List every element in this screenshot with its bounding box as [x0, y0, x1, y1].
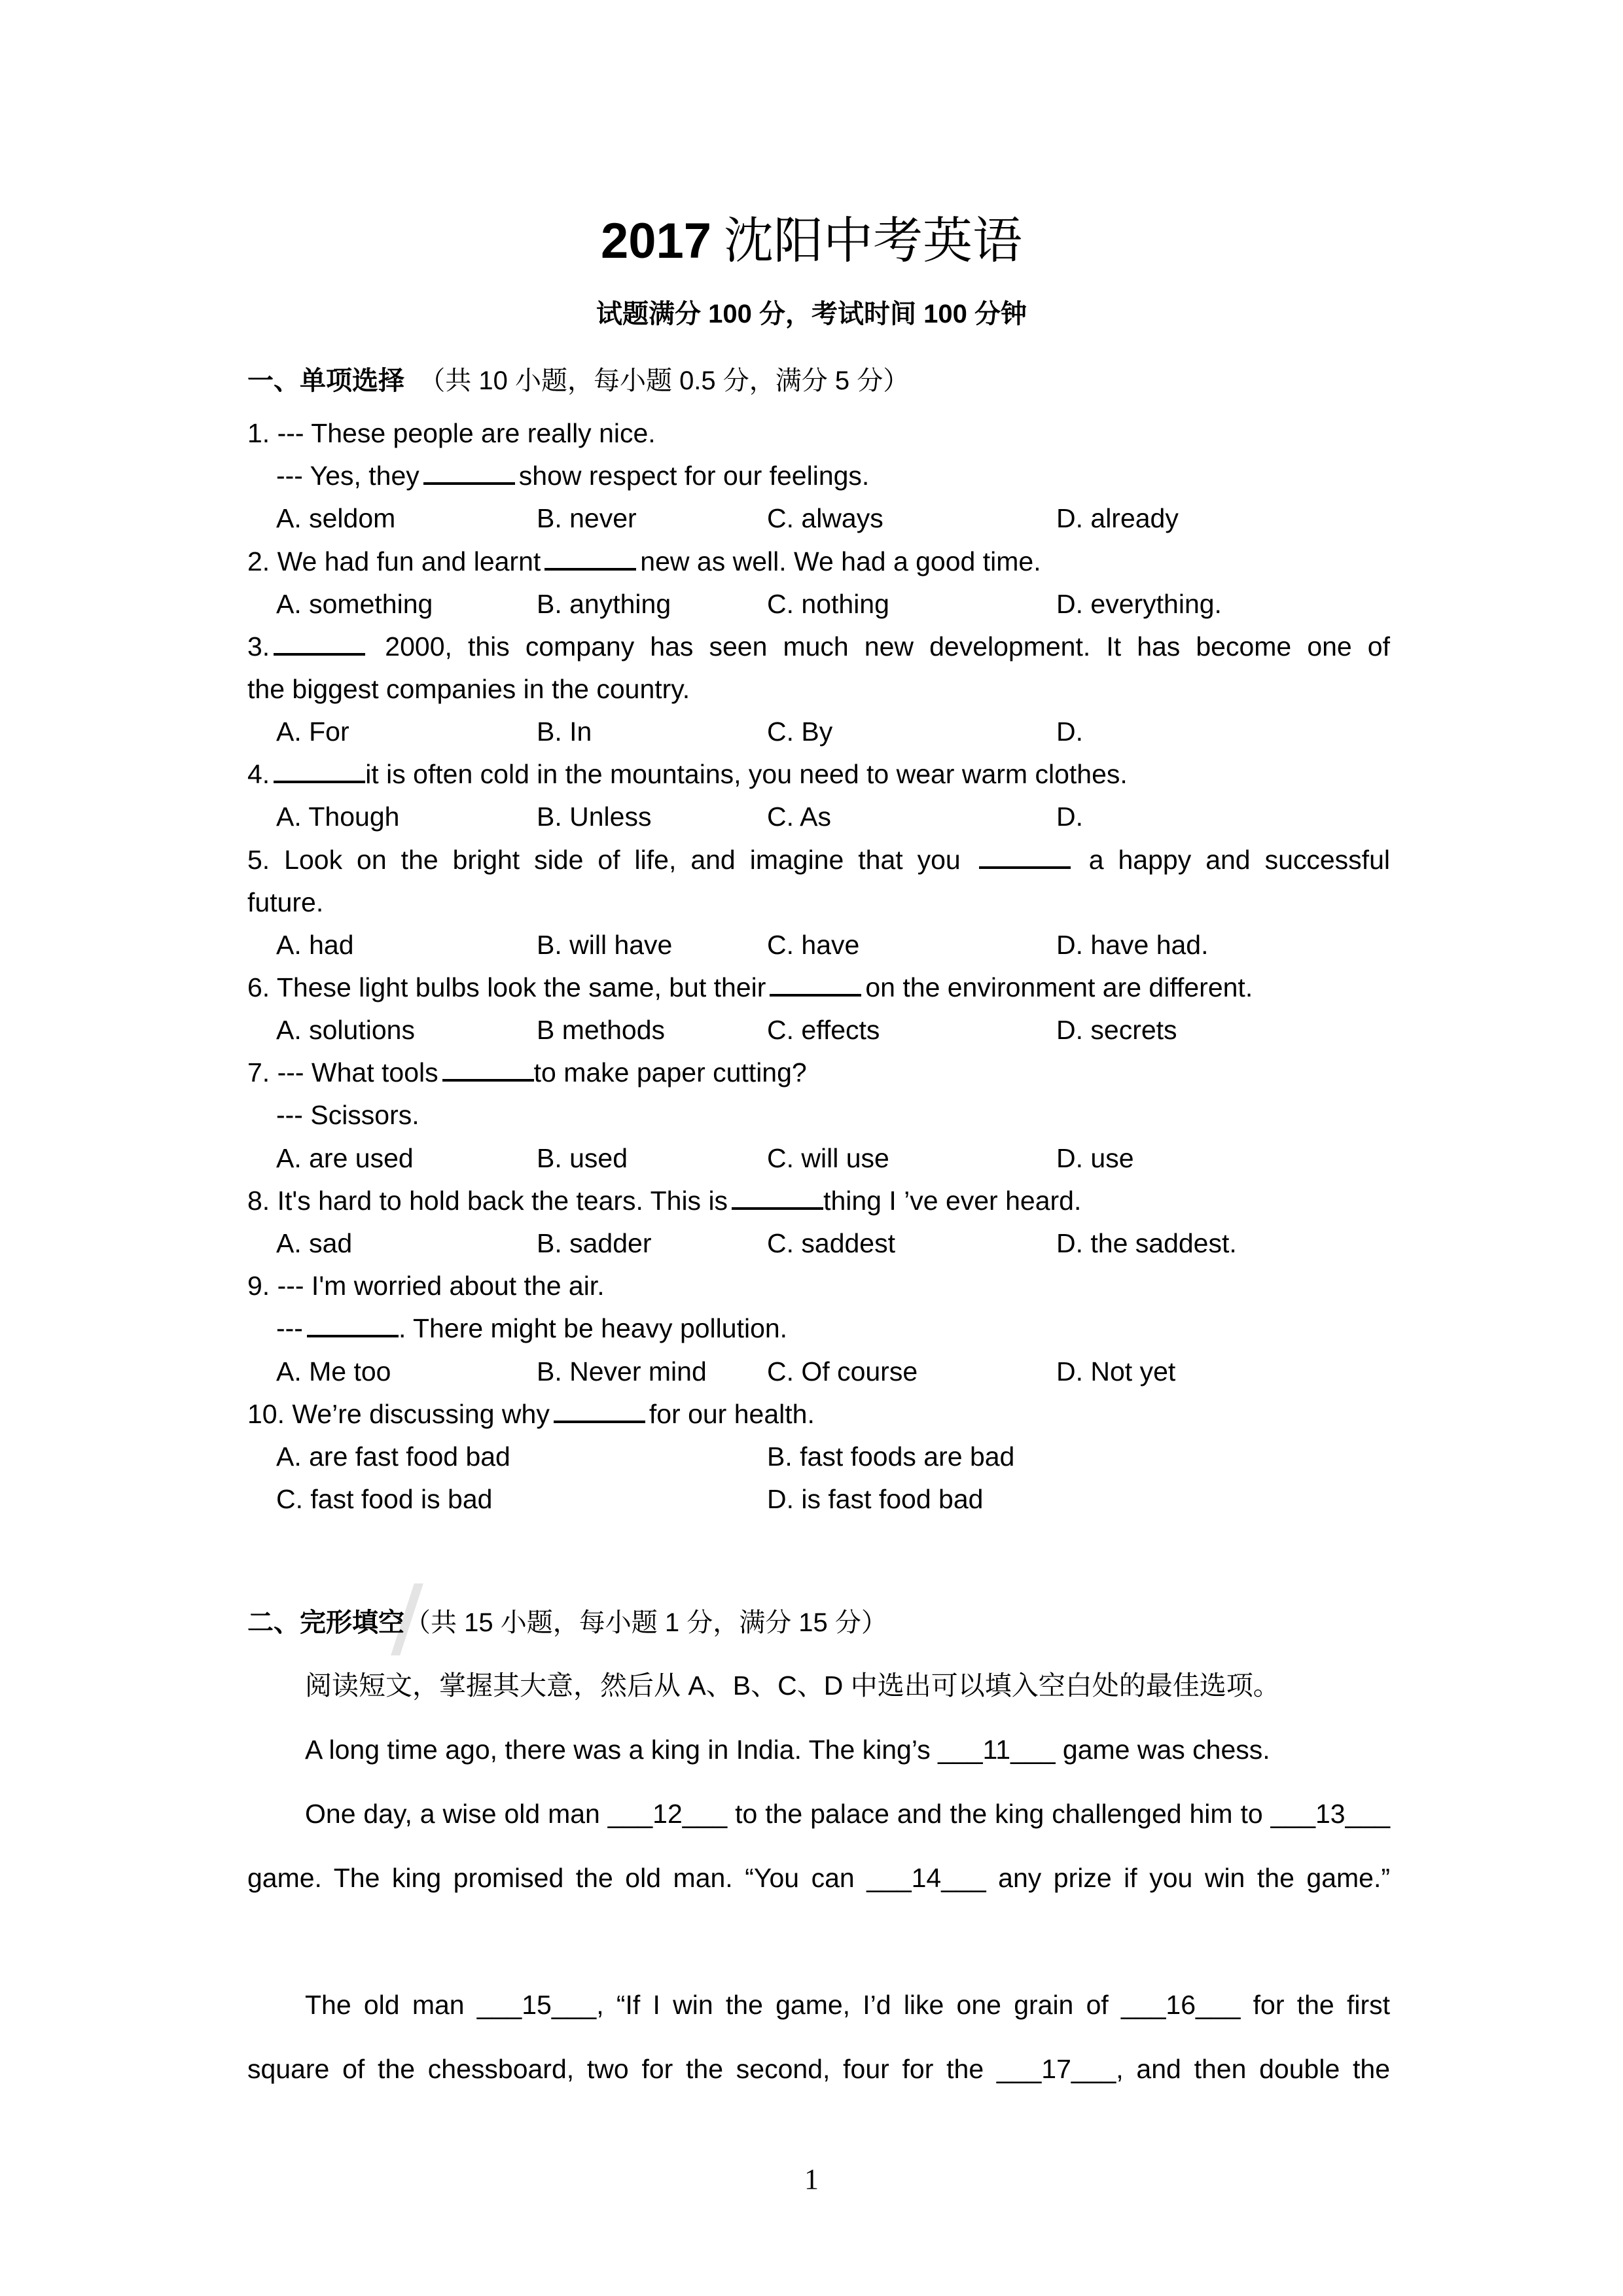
question-1-line-1: 1. --- These people are really nice. — [247, 418, 656, 448]
section2-heading — [247, 1604, 887, 1641]
blank-17: ___17___ — [996, 2054, 1116, 2084]
question-5-line-1 — [247, 841, 1390, 878]
section1-heading — [247, 362, 909, 399]
q10-text-b: for our health. — [649, 1399, 815, 1429]
q9-option-a: A. Me too — [276, 1356, 391, 1386]
answer-blank — [554, 1396, 645, 1423]
title-year: 2017 — [600, 213, 712, 269]
passage-paragraph-3 — [247, 1973, 1390, 2101]
q2-text-a: 2. We had fun and learnt — [247, 546, 541, 576]
q5-option-d: D. have had. — [1056, 930, 1209, 960]
question-9-line-1: 9. --- I'm worried about the air. — [247, 1271, 605, 1301]
question-10-line-1 — [247, 1396, 1390, 1432]
q3-option-d: D. — [1056, 716, 1083, 747]
q10-option-b: B. fast foods are bad — [767, 1441, 1015, 1472]
p1-text: A long time ago, there was a king in India. The king’s — [305, 1735, 938, 1765]
q1-option-b: B. never — [537, 503, 637, 533]
q8-option-a: A. sad — [276, 1228, 353, 1258]
q4-number: 4. — [247, 759, 270, 789]
q3-number: 3. — [247, 631, 270, 662]
blank-13: ___13___ — [1270, 1799, 1391, 1829]
q1-option-c: C. always — [767, 503, 883, 533]
q6-option-c: C. effects — [767, 1015, 880, 1045]
blank-12: ___12___ — [607, 1799, 728, 1829]
question-7-line-1 — [247, 1054, 1390, 1091]
p1-text: game was chess. — [1055, 1735, 1270, 1765]
p2-text: One day, a wise old man — [305, 1799, 608, 1829]
section1-label: 一、单项选择 — [247, 366, 404, 395]
answer-blank — [274, 756, 365, 783]
q4-option-d: D. — [1056, 802, 1083, 832]
q8-text-a: 8. It's hard to hold back the tears. This is — [247, 1186, 728, 1216]
q3-option-c: C. By — [767, 716, 833, 747]
page-number: 1 — [804, 2163, 819, 2195]
q7-text-b: to make paper cutting? — [533, 1057, 807, 1087]
q6-option-b: B methods — [537, 1015, 665, 1045]
answer-blank — [423, 457, 515, 485]
answer-blank — [442, 1054, 534, 1082]
page-title — [0, 208, 1623, 274]
q2-option-a: A. something — [276, 589, 433, 619]
q7-option-d: D. use — [1056, 1143, 1134, 1173]
blank-14: ___14___ — [866, 1863, 986, 1893]
q9-dash: --- — [276, 1313, 303, 1343]
q7-option-b: B. used — [537, 1143, 628, 1173]
q8-option-d: D. the saddest. — [1056, 1228, 1237, 1258]
p2-text: any prize if you win the game.” — [986, 1863, 1390, 1893]
q8-option-c: C. saddest — [767, 1228, 895, 1258]
q5-option-a: A. had — [276, 930, 354, 960]
q3-option-b: B. In — [537, 716, 592, 747]
answer-blank — [979, 841, 1071, 869]
question-4-line-1 — [247, 756, 1390, 792]
q2-text-b: new as well. We had a good time. — [640, 546, 1041, 576]
q2-option-c: C. nothing — [767, 589, 889, 619]
passage-paragraph-2 — [247, 1782, 1390, 1910]
question-6-line-1 — [247, 969, 1390, 1006]
q7-option-c: C. will use — [767, 1143, 889, 1173]
section1-note: （共 10 小题，每小题 0.5 分，满分 5 分） — [419, 366, 910, 395]
q9-option-d: D. Not yet — [1056, 1356, 1176, 1386]
question-5-line-2: future. — [247, 887, 324, 917]
q7-text-a: 7. --- What tools — [247, 1057, 438, 1087]
p2-text: to the palace and the king challenged him to — [727, 1799, 1271, 1829]
q10-text-a: 10. We’re discussing why — [247, 1399, 550, 1429]
q10-option-c: C. fast food is bad — [276, 1484, 493, 1514]
q8-text-b: thing I ’ve ever heard. — [823, 1186, 1082, 1216]
answer-blank — [544, 543, 636, 571]
q4-option-a: A. Though — [276, 802, 400, 832]
title-text: 沈阳中考英语 — [724, 211, 1023, 270]
q6-option-a: A. solutions — [276, 1015, 415, 1045]
answer-blank — [732, 1182, 823, 1210]
q10-option-d: D. is fast food bad — [767, 1484, 984, 1514]
p2-text: game. The king promised the old man. “You can — [247, 1863, 867, 1893]
answer-blank — [770, 969, 861, 997]
section2-instruction: 阅读短文，掌握其大意，然后从 A、B、C、D 中选出可以填入空白处的最佳选项。 — [305, 1670, 1280, 1701]
p3-text: , and then double the — [1116, 2054, 1390, 2084]
q6-option-d: D. secrets — [1056, 1015, 1177, 1045]
q1-option-a: A. seldom — [276, 503, 396, 533]
q6-text-b: on the environment are different. — [865, 972, 1253, 1002]
q1-text-b: show respect for our feelings. — [518, 461, 870, 491]
q1-option-d: D. already — [1056, 503, 1179, 533]
question-9-line-2 — [276, 1310, 1390, 1347]
section2-note: （共 15 小题，每小题 1 分，满分 15 分） — [404, 1608, 887, 1637]
question-3-line-2: the biggest companies in the country. — [247, 674, 690, 704]
q2-option-b: B. anything — [537, 589, 671, 619]
p3-text: The old man — [305, 1990, 477, 2020]
p3-text: , “If I win the game, I’d like one grain of — [596, 1990, 1122, 2020]
q2-option-d: D. everything. — [1056, 589, 1222, 619]
q8-option-b: B. sadder — [537, 1228, 652, 1258]
question-8-line-1 — [247, 1182, 1390, 1219]
q5-text-a: 5. Look on the bright side of life, and imagine that you — [247, 845, 961, 875]
q9-option-c: C. Of course — [767, 1356, 918, 1386]
q1-text-a: --- Yes, they — [276, 461, 419, 491]
question-2-line-1 — [247, 543, 1390, 580]
question-1-line-2 — [276, 457, 1390, 494]
p3-text: for the first square of the chessboard, two for the second, four for the — [247, 1990, 1391, 2084]
passage-paragraph-1 — [247, 1731, 1390, 1768]
q3-option-a: A. For — [276, 716, 349, 747]
q4-option-b: B. Unless — [537, 802, 652, 832]
question-7-line-2: --- Scissors. — [276, 1100, 419, 1130]
blank-11: ___11___ — [938, 1735, 1056, 1765]
q10-option-a: A. are fast food bad — [276, 1441, 510, 1472]
q9-text-b: . There might be heavy pollution. — [398, 1313, 788, 1343]
blank-16: ___16___ — [1121, 1990, 1241, 2020]
q5-option-c: C. have — [767, 930, 860, 960]
answer-blank — [274, 628, 365, 656]
exam-subtitle: 试题满分 100 分，考试时间 100 分钟 — [596, 300, 1027, 328]
answer-blank — [307, 1310, 399, 1337]
blank-15: ___15___ — [476, 1990, 597, 2020]
q6-text-a: 6. These light bulbs look the same, but their — [247, 972, 766, 1002]
q5-option-b: B. will have — [537, 930, 673, 960]
q9-option-b: B. Never mind — [537, 1356, 707, 1386]
q4-text-a: it is often cold in the mountains, you need to wear warm clothes. — [365, 759, 1128, 789]
question-3-line-1 — [247, 628, 1390, 665]
q5-text-b: a happy and successful — [1088, 845, 1390, 875]
q7-option-a: A. are used — [276, 1143, 414, 1173]
section2-label: 二、完形填空 — [247, 1608, 404, 1637]
q3-text-a: 2000, this company has seen much new development. It has become one of — [385, 631, 1390, 662]
q4-option-c: C. As — [767, 802, 831, 832]
